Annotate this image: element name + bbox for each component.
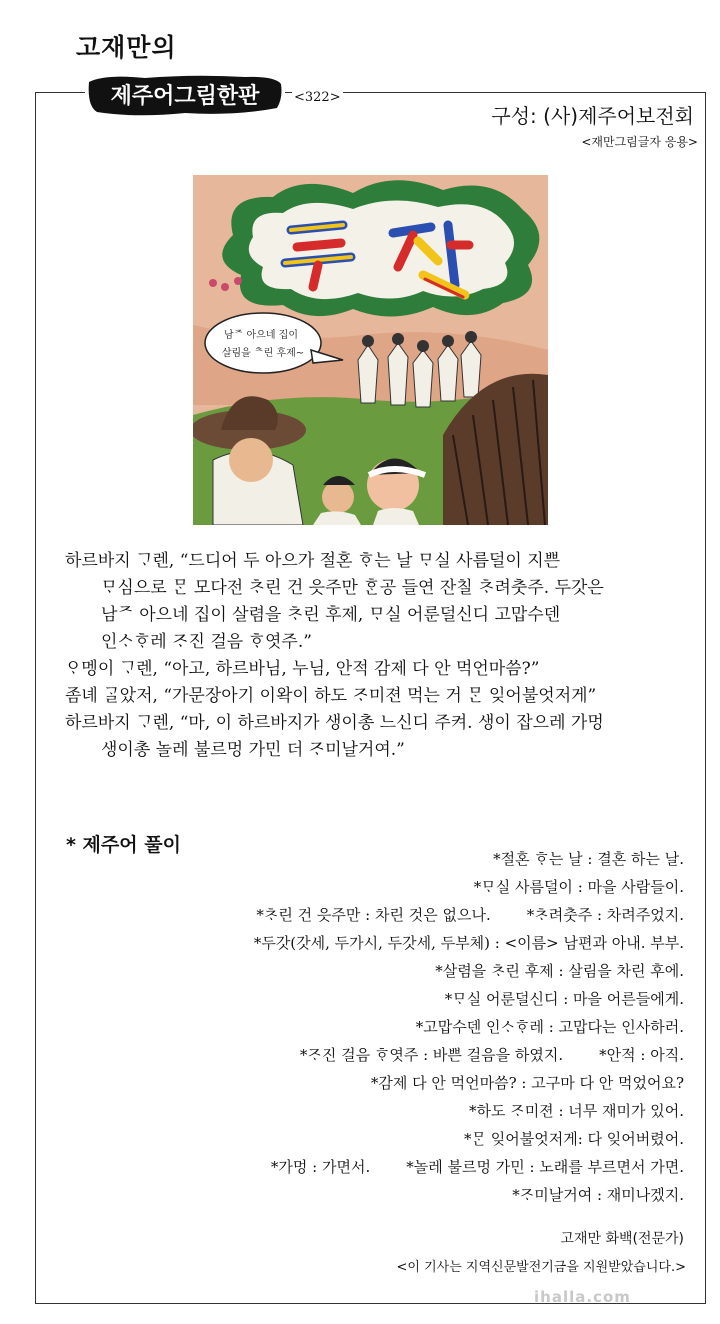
glossary-line bbox=[124, 929, 684, 957]
glossary-list bbox=[124, 845, 684, 1209]
glossary-entry: *놀레 불르멍 가민 : 노래를 부르면서 가면. bbox=[406, 1158, 684, 1176]
glossary-line bbox=[124, 985, 684, 1013]
glossary-line bbox=[124, 845, 684, 873]
glossary-line bbox=[124, 1097, 684, 1125]
glossary-line bbox=[124, 1153, 684, 1181]
glossary-line bbox=[124, 1125, 684, 1153]
author-credit: 고재만 화백(전문가) bbox=[560, 1231, 684, 1247]
glossary-entry: *고맙수덴 인ᄉᆞᄒᆞ레 : 고맙다는 인사하러. bbox=[415, 1018, 684, 1036]
glossary-entry: *ᄎᆞ린 건 읏주만 : 차린 것은 없으나. bbox=[256, 906, 491, 924]
glossary-entry: *ᄎᆞ려춧주 : 차려주었지. bbox=[526, 906, 684, 924]
brush-logo-graphic bbox=[85, 72, 285, 118]
funding-notice: <이 기사는 지역신문발전기금을 지원받았습니다.> bbox=[396, 1260, 686, 1275]
composer-credit: 구성: (사)제주어보전회 bbox=[491, 104, 694, 128]
glossary-entry: *ᄆᆞ실 어룬덜신디 : 마을 어른들에게. bbox=[444, 990, 684, 1008]
glossary-entry: *ᄌᆞ진 걸음 ᄒᆞ엿주 : 바쁜 걸음을 하였지. bbox=[299, 1046, 564, 1064]
glossary-entry: *절혼 ᄒᆞ는 날 : 결혼 하는 날. bbox=[493, 850, 684, 868]
story-line: 좀녜 ᄀᆞᆯ았저, “가문장아기 이왁이 하도 ᄌᆞ미젼 먹는 거 ᄆᆞᆫ 잊어불엇저게” bbox=[65, 686, 597, 706]
glossary-entry: *ᄌᆞ미날거여 : 재미나겠지. bbox=[512, 1186, 684, 1204]
glossary-entry: *가멍 : 가면서. bbox=[270, 1158, 371, 1176]
glossary-entry: *ᄆᆞ실 사름덜이 : 마을 사람들이. bbox=[473, 878, 684, 896]
issue-number: <322> bbox=[294, 90, 341, 105]
story-line: ᄋᆞ멩이 ᄀᆞ렌, “아고, 하르바님, 누님, 안적 감제 다 안 먹언마씀?” bbox=[65, 659, 540, 679]
glossary-entry: *ᄆᆞᆫ 잊어불엇저게: 다 잊어버렸어. bbox=[464, 1130, 684, 1148]
glossary-line bbox=[124, 901, 684, 929]
story-line: ᄆᆞ심으로 ᄆᆞᆫ 모다전 ᄎᆞ린 건 읏주만 ᄒᆞᆫ공 들연 잔칠 ᄎᆞ려춧주. 두갓은 bbox=[101, 578, 604, 598]
logo-text: 제주어그림한판 bbox=[110, 84, 260, 109]
glossary-entry: *하도 ᄌᆞ미젼 : 너무 재미가 있어. bbox=[468, 1102, 684, 1120]
glossary-line bbox=[124, 1013, 684, 1041]
glossary-line bbox=[124, 1069, 684, 1097]
glossary-line bbox=[124, 873, 684, 901]
glossary-entry: *안적 : 아직. bbox=[599, 1046, 684, 1064]
font-credit: <재만그림글자 응용> bbox=[581, 135, 698, 149]
speech-bubble-line1: 남ᄌ 아으네 집이 bbox=[224, 330, 298, 341]
story-text bbox=[65, 548, 685, 764]
glossary-line bbox=[124, 957, 684, 985]
story-line: 생이총 놀레 불르멍 가민 더 ᄌᆞ미날거여.” bbox=[101, 740, 405, 760]
glossary-entry: *두갓(갓세, 두가시, 두갓세, 두부체) : <이름> 남편과 아내. 부부. bbox=[253, 934, 684, 952]
cartoon-illustration bbox=[193, 175, 548, 525]
glossary-entry: *감제 다 안 먹언마씀? : 고구마 다 안 먹었어요? bbox=[370, 1074, 684, 1092]
glossary-line bbox=[124, 1041, 684, 1069]
series-title: 고재만의 bbox=[76, 33, 177, 62]
glossary-heading: * 제주어 풀이 bbox=[66, 834, 181, 856]
story-line: 하르바지 ᄀᆞ렌, “드디어 두 아으가 절혼 ᄒᆞ는 날 ᄆᆞ실 사름덜이 지쁜 bbox=[65, 551, 561, 571]
site-watermark: ihalla.com bbox=[534, 1288, 631, 1306]
story-line: 인ᄉᆞᄒᆞ레 ᄌᆞ진 걸음 ᄒᆞ엿주.” bbox=[101, 632, 312, 652]
glossary-line bbox=[124, 1181, 684, 1209]
story-line: 하르바지 ᄀᆞ렌, “마, 이 하르바지가 생이총 느신디 주켜. 생이 잡으레 가멍 bbox=[65, 713, 604, 733]
glossary-entry: *살렴을 ᄎᆞ린 후제 : 살림을 차린 후에. bbox=[435, 962, 684, 980]
series-logo bbox=[85, 72, 285, 118]
speech-bubble-line2: 살림을 ᄎ린 후제~ bbox=[221, 348, 305, 359]
story-line: 남ᄌ 아으네 집이 살렴을 ᄎᆞ린 후제, ᄆᆞ실 어룬덜신디 고맙수덴 bbox=[101, 605, 561, 625]
